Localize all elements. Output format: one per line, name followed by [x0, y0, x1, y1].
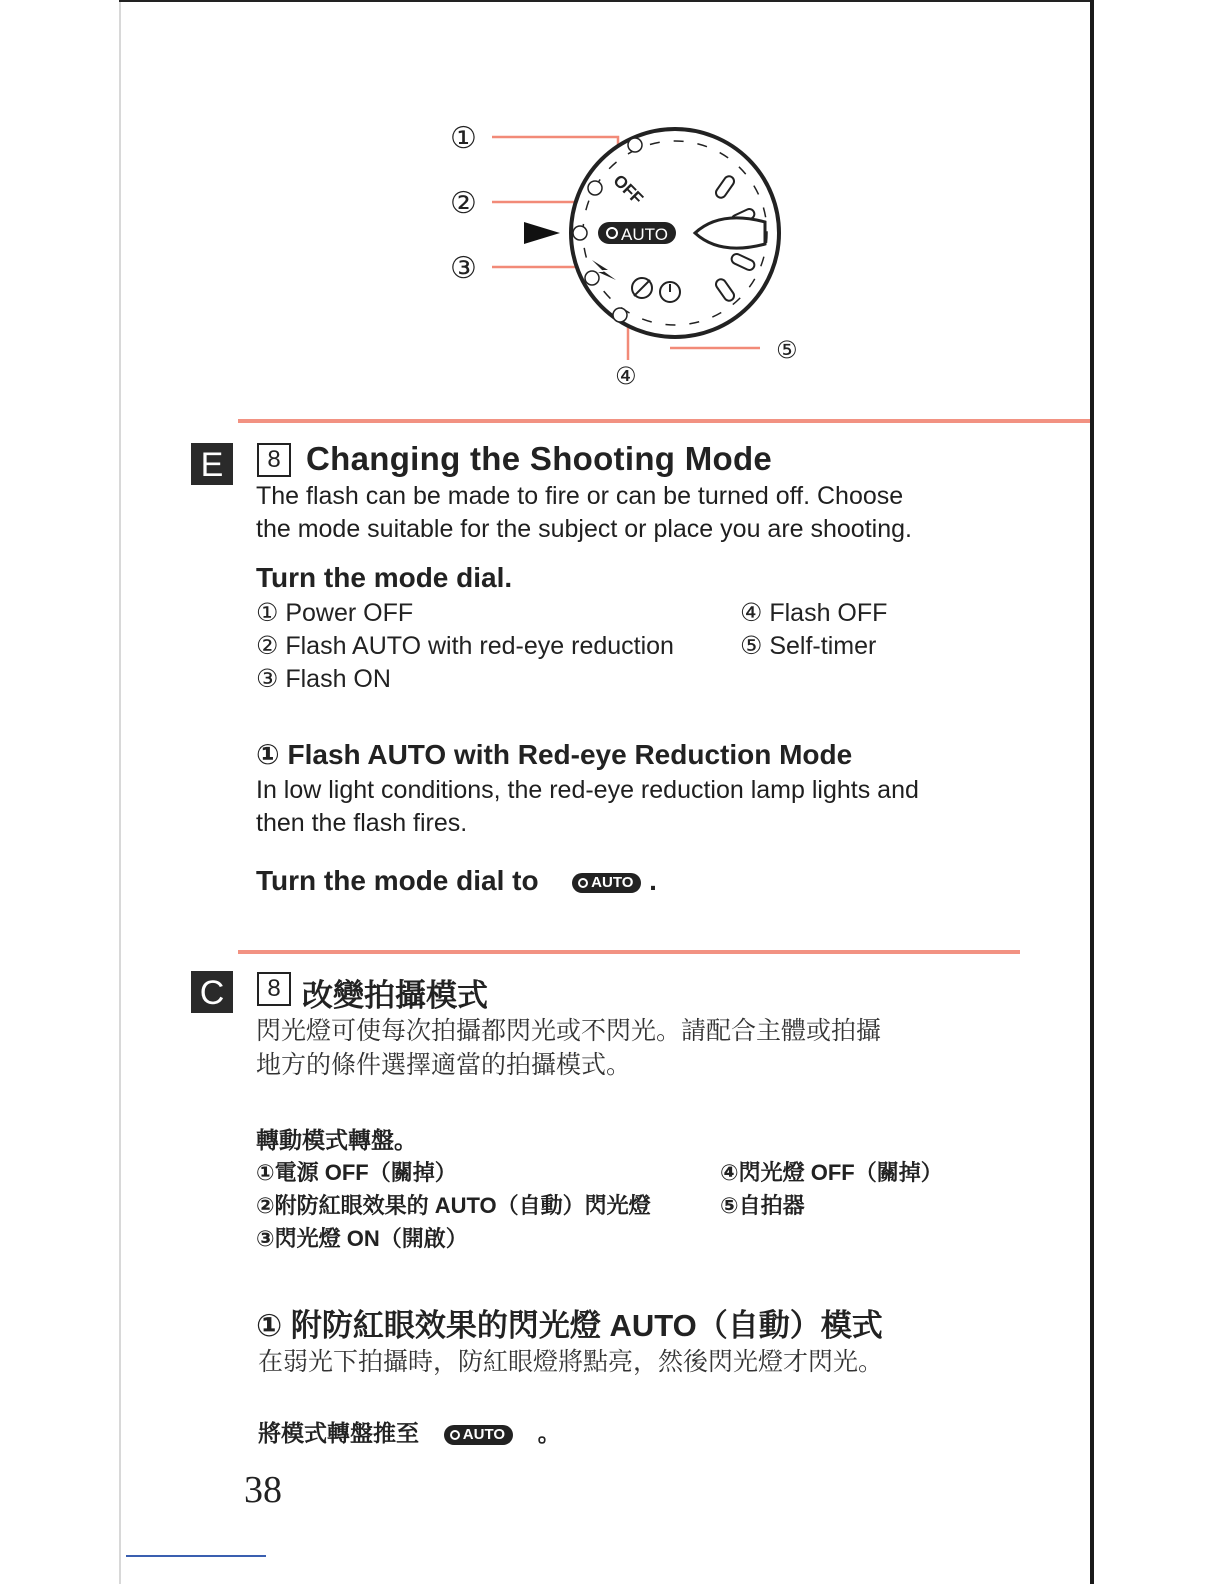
callout-5: ⑤	[776, 336, 798, 364]
language-badge-chinese: C	[191, 971, 233, 1013]
auto-pill-label: AUTO	[591, 873, 634, 891]
intro-line-1: The flash can be made to fire or can be turned off. Choose	[256, 482, 904, 510]
list-item: ③ Flash ON	[256, 665, 391, 693]
callout-1: ①	[450, 121, 477, 156]
sub-body-line-2: then the flash fires.	[256, 809, 468, 837]
list-item: ④ Flash OFF	[740, 599, 888, 627]
section-divider-english	[238, 419, 1090, 423]
dial-off-label: OFF	[609, 170, 647, 209]
list-item: ③閃光燈 ON（開啟）	[256, 1226, 468, 1251]
auto-pill-label: AUTO	[462, 1425, 506, 1443]
list-item: ① Power OFF	[256, 599, 414, 627]
list-item: ⑤ Self-timer	[740, 632, 877, 660]
instruction	[258, 1415, 561, 1448]
instruction-text: Turn the mode dial to	[256, 865, 539, 896]
mode-dial[interactable]	[571, 129, 779, 337]
list-item: ⑤自拍器	[720, 1193, 805, 1218]
dial-auto-label: AUTO	[621, 225, 668, 244]
instruction-text: 將模式轉盤推至	[258, 1420, 419, 1446]
list-item: ④閃光燈 OFF（關掉）	[720, 1160, 943, 1185]
page-number: 38	[244, 1469, 282, 1511]
list-item: ② Flash AUTO with red-eye reduction	[256, 632, 674, 660]
dial-heading: 轉動模式轉盤。	[256, 1127, 417, 1153]
section-number-box: 8	[257, 443, 291, 477]
page-frame-left	[119, 0, 121, 1584]
indicator-arrow-icon	[524, 222, 560, 244]
eye-icon	[578, 878, 588, 888]
auto-mode-pill	[444, 1425, 513, 1445]
sub-body: 在弱光下拍攝時，防紅眼燈將點亮，然後閃光燈才閃光。	[258, 1347, 884, 1376]
subsection-title: ① Flash AUTO with Red-eye Reduction Mode	[256, 739, 853, 770]
sub-body-line-1: In low light conditions, the red-eye reduction lamp lights and	[256, 776, 919, 804]
page-frame-right	[1090, 0, 1094, 1584]
intro-line-2: 地方的條件選擇適當的拍攝模式。	[256, 1050, 632, 1079]
callout-2: ②	[450, 186, 477, 221]
intro-line-2: the mode suitable for the subject or place you are shooting.	[256, 515, 912, 543]
section-number-box: 8	[257, 972, 291, 1006]
instruction-end: .	[649, 865, 657, 896]
eye-icon	[450, 1430, 460, 1440]
auto-mode-pill	[572, 873, 641, 893]
page-frame-top	[119, 0, 1094, 2]
section-title: Changing the Shooting Mode	[306, 440, 773, 477]
callout-3: ③	[450, 251, 477, 286]
list-item: ②附防紅眼效果的 AUTO（自動）閃光燈	[256, 1193, 651, 1218]
list-item: ①電源 OFF（關掉）	[256, 1160, 457, 1185]
section-divider-chinese	[238, 950, 1020, 954]
section-title: 改變拍攝模式	[302, 978, 488, 1013]
language-badge-english: E	[191, 443, 233, 485]
subsection-title: ① 附防紅眼效果的閃光燈 AUTO（自動）模式	[256, 1308, 883, 1343]
instruction	[256, 865, 657, 897]
instruction-end: 。	[537, 1420, 561, 1446]
callout-4: ④	[615, 362, 637, 390]
bottom-line	[126, 1555, 266, 1557]
intro-line-1: 閃光燈可使每次拍攝都閃光或不閃光。請配合主體或拍攝	[256, 1016, 882, 1045]
dial-heading: Turn the mode dial.	[256, 562, 513, 593]
mode-dial-diagram	[420, 110, 840, 395]
